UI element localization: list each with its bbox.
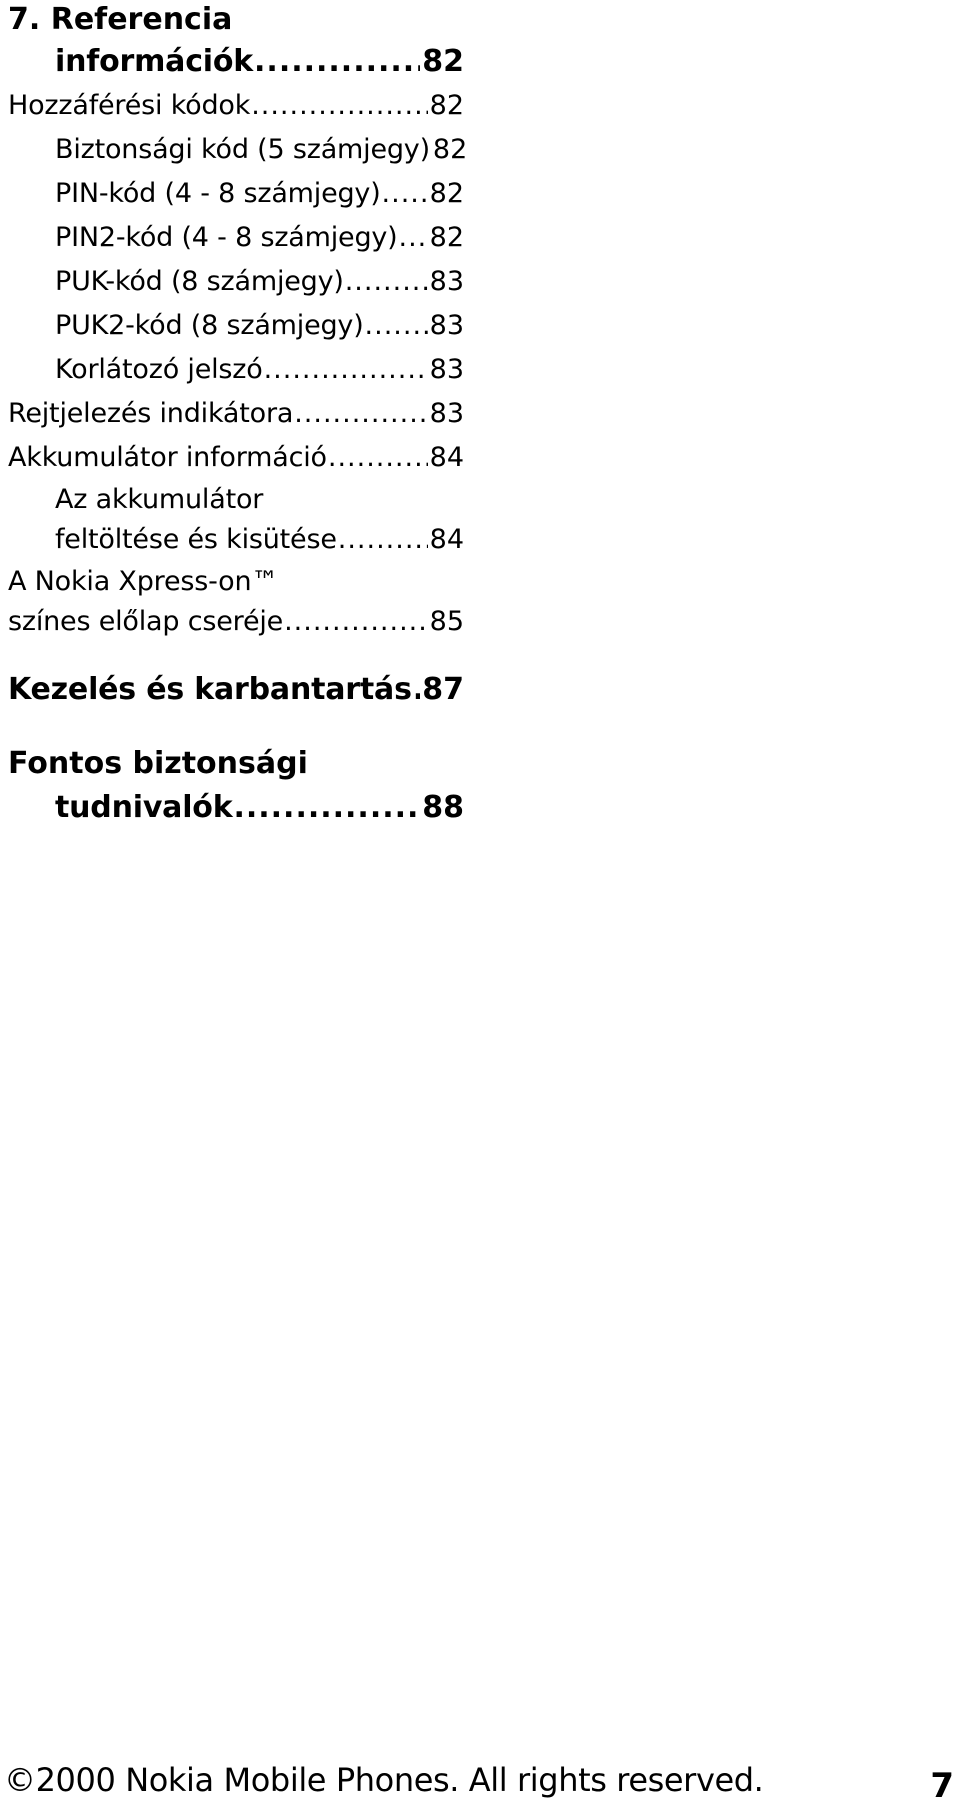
toc-entry-puk2-code[interactable] [8,304,464,348]
chapter-7-entry[interactable] [8,40,464,84]
toc-entry-page: 82 [429,90,464,121]
toc-entry-access-codes[interactable] [8,84,464,128]
dot-leader [399,216,428,260]
toc-entry-page: 82 [429,222,464,253]
toc-entry-page: 84 [429,442,464,473]
chapter-safety-entry[interactable] [8,786,464,830]
dot-leader [413,668,421,712]
toc-entry-label: PUK2-kód (8 számjegy) [55,310,364,341]
toc-entry-label: PIN-kód (4 - 8 számjegy) [55,178,381,209]
dot-leader [264,348,428,392]
toc-entry-page: 83 [429,310,464,341]
copyright-notice: ©2000 Nokia Mobile Phones. All rights reserved. [4,1761,764,1799]
chapter-safety-title-line1[interactable]: Fontos biztonsági [8,746,308,781]
toc-entry-label: feltöltése és kisütése [55,524,337,555]
dot-leader [365,304,428,348]
toc-entry-battery-charge-line1[interactable]: Az akkumulátor [55,484,264,515]
toc-entry-xpress-on-line1[interactable]: A Nokia Xpress-on™ [8,566,279,597]
page-footer [4,1761,954,1806]
toc-entry-page: 84 [429,524,464,555]
dot-leader [251,84,427,128]
toc-entry-page: 82 [429,178,464,209]
toc-entry-label: Akkumulátor információ [8,442,327,473]
toc-entry-label: Korlátozó jelszó [55,354,263,385]
dot-leader [284,600,428,644]
dot-leader [294,392,427,436]
toc-entry-battery-charge[interactable] [8,518,464,562]
toc-entry-label: Rejtjelezés indikátora [8,398,294,429]
toc-entry-page: 82 [432,134,468,165]
toc-entry-label: PUK-kód (8 számjegy) [55,266,344,297]
spacer [8,712,464,742]
toc-entry-battery-info[interactable] [8,436,464,480]
toc-entry-label: PIN2-kód (4 - 8 számjegy) [55,222,398,253]
toc-entry-page: 83 [429,398,464,429]
chapter-care-entry[interactable] [8,668,464,712]
toc-entry-puk-code[interactable] [8,260,464,304]
dot-leader [254,40,420,84]
spacer [8,644,464,668]
toc-entry-label: Hozzáférési kódok [8,90,251,121]
dot-leader [382,172,428,216]
chapter-care-page: 87 [422,672,464,707]
dot-leader [345,260,428,304]
chapter-safety-page: 88 [422,790,464,825]
dot-leader [233,786,420,830]
page-number: 7 [930,1766,954,1806]
toc-entry-page: 83 [429,354,464,385]
toc-entry-pin2-code[interactable] [8,216,464,260]
chapter-7-title-line2: információk [55,44,254,79]
toc-entry-label: Biztonsági kód (5 számjegy) [55,134,430,165]
toc-entry-page: 85 [429,606,464,637]
toc-entry-ciphering-indicator[interactable] [8,392,464,436]
dot-leader [338,518,428,562]
toc-entry-xpress-on[interactable] [8,600,464,644]
toc-entry-security-code[interactable] [8,128,468,172]
table-of-contents [8,0,468,830]
chapter-7-page: 82 [422,44,464,79]
chapter-7-title-line1[interactable]: 7. Referencia [8,2,233,37]
toc-entry-page: 83 [429,266,464,297]
chapter-care-title: Kezelés és karbantartás [8,672,412,707]
toc-entry-label: színes előlap cseréje [8,606,284,637]
toc-entry-pin-code[interactable] [8,172,464,216]
toc-entry-barring-password[interactable] [8,348,464,392]
dot-leader [328,436,428,480]
chapter-safety-title-line2: tudnivalók [55,790,233,825]
